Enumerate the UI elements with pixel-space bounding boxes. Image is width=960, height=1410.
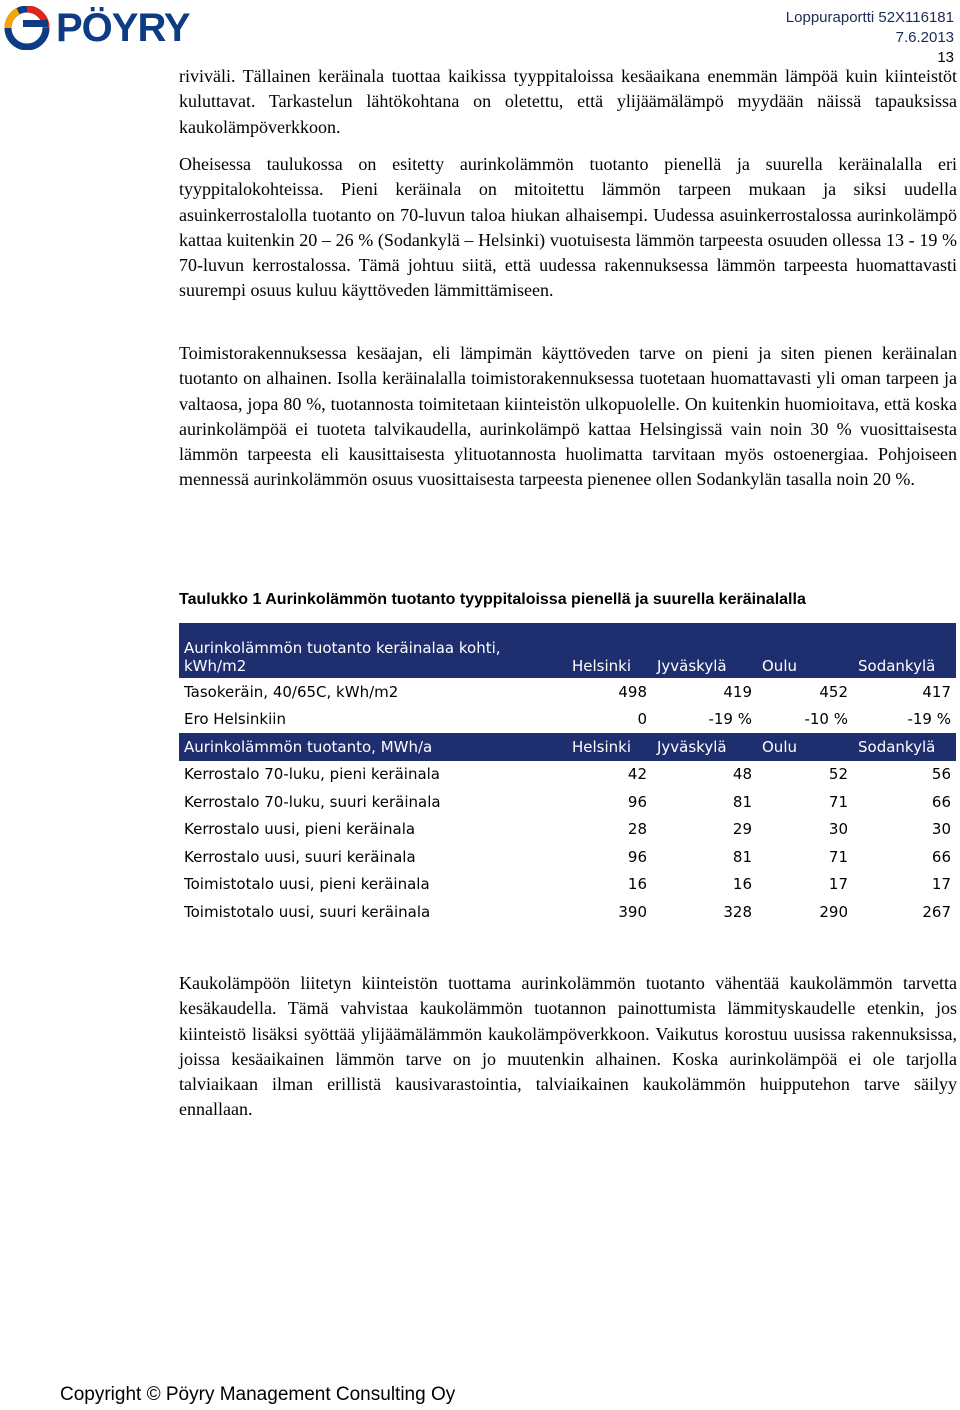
table-header-cell: Helsinki bbox=[567, 623, 652, 678]
table-cell: 267 bbox=[922, 902, 951, 921]
table-row bbox=[179, 788, 956, 816]
table-cell: 48 bbox=[732, 765, 752, 784]
table-cell: 417 bbox=[922, 682, 951, 701]
table-cell: -19 % bbox=[708, 710, 752, 729]
table-cell: 42 bbox=[627, 765, 647, 784]
table-cell: 17 bbox=[931, 875, 951, 894]
table-cell: 28 bbox=[627, 820, 647, 839]
poyry-logo-icon bbox=[4, 6, 50, 50]
report-id: Loppuraportti 52X116181 bbox=[785, 9, 954, 26]
table-row bbox=[179, 871, 956, 899]
table-cell: 328 bbox=[723, 902, 752, 921]
page-number: 13 bbox=[937, 49, 954, 66]
table-header-label bbox=[179, 623, 567, 678]
logo-text: PÖYRY bbox=[56, 6, 190, 50]
row-label: Kerrostalo 70-luku, pieni keräinala bbox=[184, 765, 441, 784]
paragraph-1: riviväli. Tällainen keräinala tuottaa kaikissa tyyppitaloissa kesäaikana enemmän lämpöä kuin kiinteistöt kuluttavat. Tarkastelun lähtökohtana on oletettu, että ylijäämälämpö myydään näissä tapauksissa kaukolämpöverkkoon. bbox=[179, 66, 957, 137]
table-cell: 390 bbox=[618, 902, 647, 921]
table-row bbox=[179, 678, 956, 706]
table-header-row bbox=[179, 623, 956, 678]
poyry-logo bbox=[4, 6, 190, 50]
table-cell: 81 bbox=[732, 847, 752, 866]
table-cell: 29 bbox=[732, 820, 752, 839]
table-header-cell: Jyväskylä bbox=[652, 733, 757, 761]
subheader-label: Aurinkolämmön tuotanto, MWh/a bbox=[179, 733, 567, 761]
table-header-cell: Sodankylä bbox=[853, 623, 956, 678]
table-header-cell: Jyväskylä bbox=[652, 623, 757, 678]
row-label: Tasokeräin, 40/65C, kWh/m2 bbox=[184, 682, 399, 701]
table-header-cell: Helsinki bbox=[567, 733, 652, 761]
header-label-line2: kWh/m2 bbox=[184, 657, 247, 675]
table-row bbox=[179, 761, 956, 789]
table-cell: 71 bbox=[828, 792, 848, 811]
table-cell: 81 bbox=[732, 792, 752, 811]
header-label-line1: Aurinkolämmön tuotanto keräinalaa kohti, bbox=[184, 639, 501, 657]
table-cell: 419 bbox=[723, 682, 752, 701]
copyright-footer: Copyright © Pöyry Management Consulting Oy bbox=[60, 1384, 456, 1405]
table-row bbox=[179, 898, 956, 926]
solar-production-table bbox=[179, 623, 956, 926]
table-cell: 16 bbox=[732, 875, 752, 894]
table-row bbox=[179, 843, 956, 871]
table-cell: 0 bbox=[637, 710, 647, 729]
page-header bbox=[786, 8, 954, 68]
table-caption: Taulukko 1 Aurinkolämmön tuotanto tyyppitaloissa pienellä ja suurella keräinalalla bbox=[179, 591, 806, 608]
row-label: Toimistotalo uusi, suuri keräinala bbox=[184, 902, 431, 921]
table-cell: 30 bbox=[931, 820, 951, 839]
table-row bbox=[179, 816, 956, 844]
row-label: Kerrostalo 70-luku, suuri keräinala bbox=[184, 792, 441, 811]
table-cell: 71 bbox=[828, 847, 848, 866]
table-header-cell: Sodankylä bbox=[853, 733, 956, 761]
row-label: Toimistotalo uusi, pieni keräinala bbox=[184, 875, 430, 894]
table-cell: -10 % bbox=[804, 710, 848, 729]
table-cell: -19 % bbox=[907, 710, 951, 729]
paragraph-3: Toimistorakennuksessa kesäajan, eli lämpimän käyttöveden tarve on pieni ja siten pienen keräinalan tuotanto on alhainen. Isolla keräinalalla toimistorakennuksessa tuotetaan huomattavasti yli oman tarpeen ja valtaosa, jopa 80 %, tuotannosta toimitetaan kiinteistön ulkopuolelle. On kuitenkin huomioitava, että koska aurinkolämpöä ei tuoteta talvikaudella, aurinkolämpö kattaa Helsingissä vain noin 30 % vuosittaisesta lämmön tarpeesta eli kausittaisesta ylituotannosta huolimatta tarvitaan myös ostoenergiaa. Pohjoiseen mennessä aurinkolämmön osuus vuosittaisesta tarpeesta pienenee ollen Sodankylän tasalla noin 20 %. bbox=[179, 343, 957, 490]
table-cell: 290 bbox=[819, 902, 848, 921]
paragraph-4: Kaukolämpöön liitetyn kiinteistön tuottama aurinkolämmön tuotanto vähentää kaukolämmön tarvetta kesäkaudella. Tämä vahvistaa kaukolämmön tuotannon painottumista lämmityskaudelle etenkin, jos kiinteistö lisäksi syöttää ylijäämälämmön kaukolämpöverkkoon. Vaikutus korostuu uusissa rakennuksissa, joissa kesäaikainen lämmön tarve on jo muutenkin alhainen. Koska aurinkolämpöä ei ole tarjolla talviaikaan ilman erillistä kausivarastointia, talviaikainen kaukolämmön huipputehon tarve säilyy ennallaan. bbox=[179, 973, 957, 1120]
row-label: Kerrostalo uusi, pieni keräinala bbox=[184, 820, 416, 839]
paragraph-2: Oheisessa taulukossa on esitetty aurinkolämmön tuotanto pienellä ja suurella keräinalalla eri tyyppitalokohteissa. Pieni keräinala on mitoitettu lämmön tarpeen mukaan ja siksi uudella asuinkerrostalolla tuotanto on 70-luvun taloa hiukan alhaisempi. Uudessa asuinkerrostalossa aurinkolämpö kattaa kuitenkin 20 – 26 % (Sodankylä – Helsinki) vuotuisesta lämmön tarpeesta osuuden ollessa 13 - 19 % 70-luvun kerrostalossa. Tämä johtuu siitä, että uudessa rakennuksessa lämmön tarpeesta huomattavasti suurempi osuus kuluu käyttöveden lämmittämiseen. bbox=[179, 154, 957, 301]
table-subheader-row bbox=[179, 733, 956, 761]
report-date: 7.6.2013 bbox=[895, 29, 954, 46]
table-cell: 498 bbox=[618, 682, 647, 701]
table-cell: 17 bbox=[828, 875, 848, 894]
table-cell: 96 bbox=[627, 847, 647, 866]
table-cell: 52 bbox=[828, 765, 848, 784]
table-cell: 66 bbox=[931, 847, 951, 866]
table-cell: 16 bbox=[627, 875, 647, 894]
row-label: Ero Helsinkiin bbox=[184, 710, 286, 729]
table-row bbox=[179, 706, 956, 734]
table-header-cell: Oulu bbox=[757, 733, 853, 761]
row-label: Kerrostalo uusi, suuri keräinala bbox=[184, 847, 416, 866]
table-cell: 96 bbox=[627, 792, 647, 811]
table-header-cell: Oulu bbox=[757, 623, 853, 678]
table-cell: 452 bbox=[819, 682, 848, 701]
table-cell: 30 bbox=[828, 820, 848, 839]
table-cell: 66 bbox=[931, 792, 951, 811]
table-cell: 56 bbox=[931, 765, 951, 784]
